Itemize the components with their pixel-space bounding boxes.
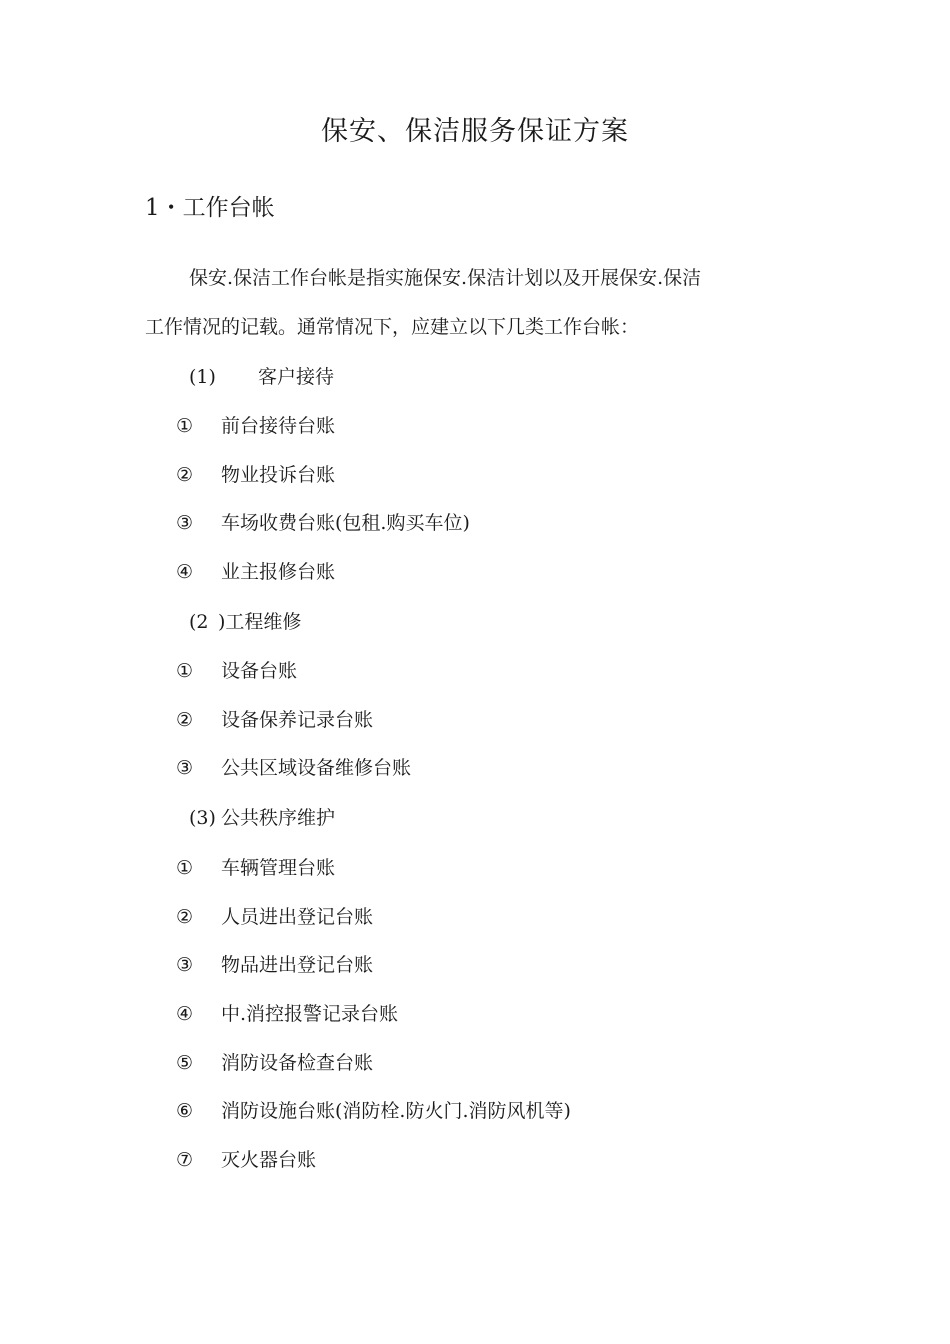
item-text: 消防设施台账(消防栓.防火门.消防风机等) bbox=[221, 1100, 571, 1122]
item-text: 中.消控报警记录台账 bbox=[221, 1003, 399, 1025]
item-text: 设备保养记录台账 bbox=[221, 709, 374, 731]
item-text: 公共区域设备维修台账 bbox=[221, 757, 412, 779]
item-text: 车辆管理台账 bbox=[221, 857, 336, 879]
group-number: (1) bbox=[189, 366, 216, 388]
item-text: 消防设备检查台账 bbox=[221, 1052, 374, 1074]
group-number: (3) bbox=[189, 807, 216, 829]
item-marker: ③ bbox=[176, 954, 194, 976]
item-marker: ⑥ bbox=[176, 1100, 194, 1122]
item-marker: ① bbox=[176, 415, 194, 437]
intro-paragraph-line-1: 保安.保洁工作台帐是指实施保安.保洁计划以及开展保安.保洁 bbox=[189, 267, 702, 289]
item-marker: ⑦ bbox=[176, 1149, 194, 1171]
item-marker: ② bbox=[176, 464, 194, 486]
item-text: 车场收费台账(包租.购买车位) bbox=[221, 512, 470, 534]
section-heading: 1・工作台帐 bbox=[145, 195, 275, 221]
item-text: 物业投诉台账 bbox=[221, 464, 336, 486]
item-marker: ② bbox=[176, 906, 194, 928]
intro-paragraph-line-2: 工作情况的记载。通常情况下，应建立以下几类工作台帐： bbox=[145, 316, 640, 338]
item-marker: ④ bbox=[176, 1003, 194, 1025]
item-text: 前台接待台账 bbox=[221, 415, 336, 437]
item-text: 灭火器台账 bbox=[221, 1149, 317, 1171]
document-title: 保安、保洁服务保证方案 bbox=[321, 116, 629, 147]
item-marker: ⑤ bbox=[176, 1052, 194, 1074]
item-marker: ② bbox=[176, 709, 194, 731]
group-label: 客户接待 bbox=[258, 366, 335, 388]
item-text: 物品进出登记台账 bbox=[221, 954, 374, 976]
item-text: 业主报修台账 bbox=[221, 561, 336, 583]
item-marker: ① bbox=[176, 857, 194, 879]
item-marker: ③ bbox=[176, 757, 194, 779]
group-number: (2 bbox=[189, 611, 209, 633]
item-marker: ③ bbox=[176, 512, 194, 534]
group-label: 公共秩序维护 bbox=[221, 807, 336, 829]
group-label: )工程维修 bbox=[218, 611, 302, 633]
item-marker: ④ bbox=[176, 561, 194, 583]
item-text: 人员进出登记台账 bbox=[221, 906, 374, 928]
item-text: 设备台账 bbox=[221, 660, 298, 682]
item-marker: ① bbox=[176, 660, 194, 682]
